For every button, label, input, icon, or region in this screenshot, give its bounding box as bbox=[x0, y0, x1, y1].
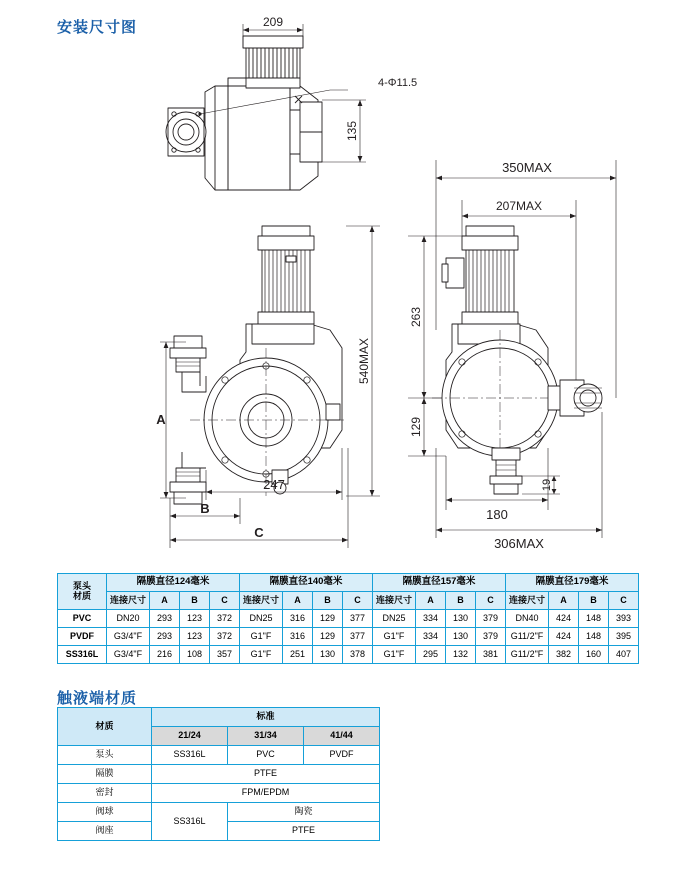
subheader-conn-1: 连接尺寸 bbox=[107, 592, 150, 610]
cell: 407 bbox=[609, 646, 639, 664]
cell: 108 bbox=[180, 646, 210, 664]
header-material: 材质 bbox=[58, 708, 152, 746]
table-row bbox=[58, 803, 380, 822]
dim-text-hole: 4-Φ11.5 bbox=[378, 77, 418, 89]
cell: 130 bbox=[313, 646, 343, 664]
cell: PVDF bbox=[304, 746, 380, 765]
dim-text-C: C bbox=[254, 525, 264, 540]
cell: 293 bbox=[150, 610, 180, 628]
table-header-row-sub bbox=[58, 592, 639, 610]
cell: 123 bbox=[180, 628, 210, 646]
subheader-c-3: C bbox=[476, 592, 506, 610]
cell: G1"F bbox=[373, 646, 416, 664]
dim-text-129: 129 bbox=[409, 416, 423, 438]
table-row bbox=[58, 646, 639, 664]
cell: 379 bbox=[476, 628, 506, 646]
cell: 357 bbox=[210, 646, 240, 664]
cell: 148 bbox=[579, 628, 609, 646]
cell: 129 bbox=[313, 610, 343, 628]
cell: 424 bbox=[549, 628, 579, 646]
dim-text-A: A bbox=[156, 412, 166, 427]
cell: 381 bbox=[476, 646, 506, 664]
dim-text-306max: 306MAX bbox=[494, 536, 544, 551]
cell: DN25 bbox=[240, 610, 283, 628]
dim-text-247: 247 bbox=[263, 477, 285, 492]
cell: 295 bbox=[416, 646, 446, 664]
row-label-pump-head: 泵头 bbox=[58, 746, 152, 765]
cell: G1"F bbox=[373, 628, 416, 646]
dim-text-180: 180 bbox=[486, 507, 508, 522]
cell: 251 bbox=[283, 646, 313, 664]
subheader-3134: 31/34 bbox=[228, 727, 304, 746]
cell: 129 bbox=[313, 628, 343, 646]
header-pump-material: 泵头 材质 bbox=[58, 574, 107, 610]
row-material-ss316l: SS316L bbox=[58, 646, 107, 664]
subheader-2124: 21/24 bbox=[152, 727, 228, 746]
cell: 378 bbox=[343, 646, 373, 664]
cell: 379 bbox=[476, 610, 506, 628]
subheader-a-3: A bbox=[416, 592, 446, 610]
table-row bbox=[58, 610, 639, 628]
cell: G11/2"F bbox=[506, 628, 549, 646]
header-group-140: 隔膜直径140毫米 bbox=[240, 574, 373, 592]
dim-text-263: 263 bbox=[409, 306, 423, 328]
cell: 316 bbox=[283, 610, 313, 628]
row-label-valve-seat: 阀座 bbox=[58, 822, 152, 841]
row-label-valve-ball: 阀球 bbox=[58, 803, 152, 822]
cell: 372 bbox=[210, 628, 240, 646]
subheader-a-4: A bbox=[549, 592, 579, 610]
cell: DN40 bbox=[506, 610, 549, 628]
subheader-b-4: B bbox=[579, 592, 609, 610]
subheader-c-1: C bbox=[210, 592, 240, 610]
cell: G3/4"F bbox=[107, 646, 150, 664]
header-group-157: 隔膜直径157毫米 bbox=[373, 574, 506, 592]
cell: 395 bbox=[609, 628, 639, 646]
dimension-table bbox=[57, 573, 639, 664]
subheader-c-4: C bbox=[609, 592, 639, 610]
dim-text-19: 19 bbox=[541, 478, 553, 492]
cell: G1"F bbox=[240, 646, 283, 664]
cell: 293 bbox=[150, 628, 180, 646]
cell: 160 bbox=[579, 646, 609, 664]
table-row bbox=[58, 746, 380, 765]
header-standard: 标准 bbox=[152, 708, 380, 727]
cell-ss316l: SS316L bbox=[152, 803, 228, 841]
subheader-b-1: B bbox=[180, 592, 210, 610]
table-row bbox=[58, 628, 639, 646]
dim-text-135: 135 bbox=[345, 120, 359, 142]
cell: 130 bbox=[446, 628, 476, 646]
cell: PTFE bbox=[152, 765, 380, 784]
cell: 372 bbox=[210, 610, 240, 628]
subheader-b-3: B bbox=[446, 592, 476, 610]
row-material-pvdf: PVDF bbox=[58, 628, 107, 646]
cell: 216 bbox=[150, 646, 180, 664]
subheader-conn-2: 连接尺寸 bbox=[240, 592, 283, 610]
cell: SS316L bbox=[152, 746, 228, 765]
cell: 424 bbox=[549, 610, 579, 628]
page-title-wetted-materials: 触液端材质 bbox=[57, 690, 138, 707]
cell: 393 bbox=[609, 610, 639, 628]
dim-text-B: B bbox=[200, 501, 210, 516]
cell: 148 bbox=[579, 610, 609, 628]
wetted-materials-table bbox=[57, 707, 380, 841]
header-group-124: 隔膜直径124毫米 bbox=[107, 574, 240, 592]
cell: PVC bbox=[228, 746, 304, 765]
cell: 334 bbox=[416, 610, 446, 628]
cell: DN20 bbox=[107, 610, 150, 628]
cell: 陶瓷 bbox=[228, 803, 380, 822]
table-row bbox=[58, 765, 380, 784]
subheader-conn-3: 连接尺寸 bbox=[373, 592, 416, 610]
cell: 382 bbox=[549, 646, 579, 664]
dim-text-350max: 350MAX bbox=[502, 160, 552, 175]
cell: 123 bbox=[180, 610, 210, 628]
dim-text-540max: 540MAX bbox=[357, 337, 371, 385]
cell: 132 bbox=[446, 646, 476, 664]
subheader-b-2: B bbox=[313, 592, 343, 610]
cell: 377 bbox=[343, 628, 373, 646]
cell: 377 bbox=[343, 610, 373, 628]
row-material-pvc: PVC bbox=[58, 610, 107, 628]
dim-text-209: 209 bbox=[262, 15, 284, 29]
cell: DN25 bbox=[373, 610, 416, 628]
cell: G3/4"F bbox=[107, 628, 150, 646]
subheader-4144: 41/44 bbox=[304, 727, 380, 746]
subheader-conn-4: 连接尺寸 bbox=[506, 592, 549, 610]
subheader-a-1: A bbox=[150, 592, 180, 610]
table-header-row bbox=[58, 708, 380, 727]
header-group-179: 隔膜直径179毫米 bbox=[506, 574, 639, 592]
row-label-seal: 密封 bbox=[58, 784, 152, 803]
table-header-row-groups bbox=[58, 574, 639, 592]
row-label-diaphragm: 隔膜 bbox=[58, 765, 152, 784]
cell: PTFE bbox=[228, 822, 380, 841]
subheader-a-2: A bbox=[283, 592, 313, 610]
table-row bbox=[58, 784, 380, 803]
cell: G1"F bbox=[240, 628, 283, 646]
dim-text-207max: 207MAX bbox=[495, 199, 543, 213]
cell: 334 bbox=[416, 628, 446, 646]
cell: 130 bbox=[446, 610, 476, 628]
cell: FPM/EPDM bbox=[152, 784, 380, 803]
page-title-dimension-drawing: 安装尺寸图 bbox=[57, 19, 138, 36]
subheader-c-2: C bbox=[343, 592, 373, 610]
cell: 316 bbox=[283, 628, 313, 646]
cell: G11/2"F bbox=[506, 646, 549, 664]
